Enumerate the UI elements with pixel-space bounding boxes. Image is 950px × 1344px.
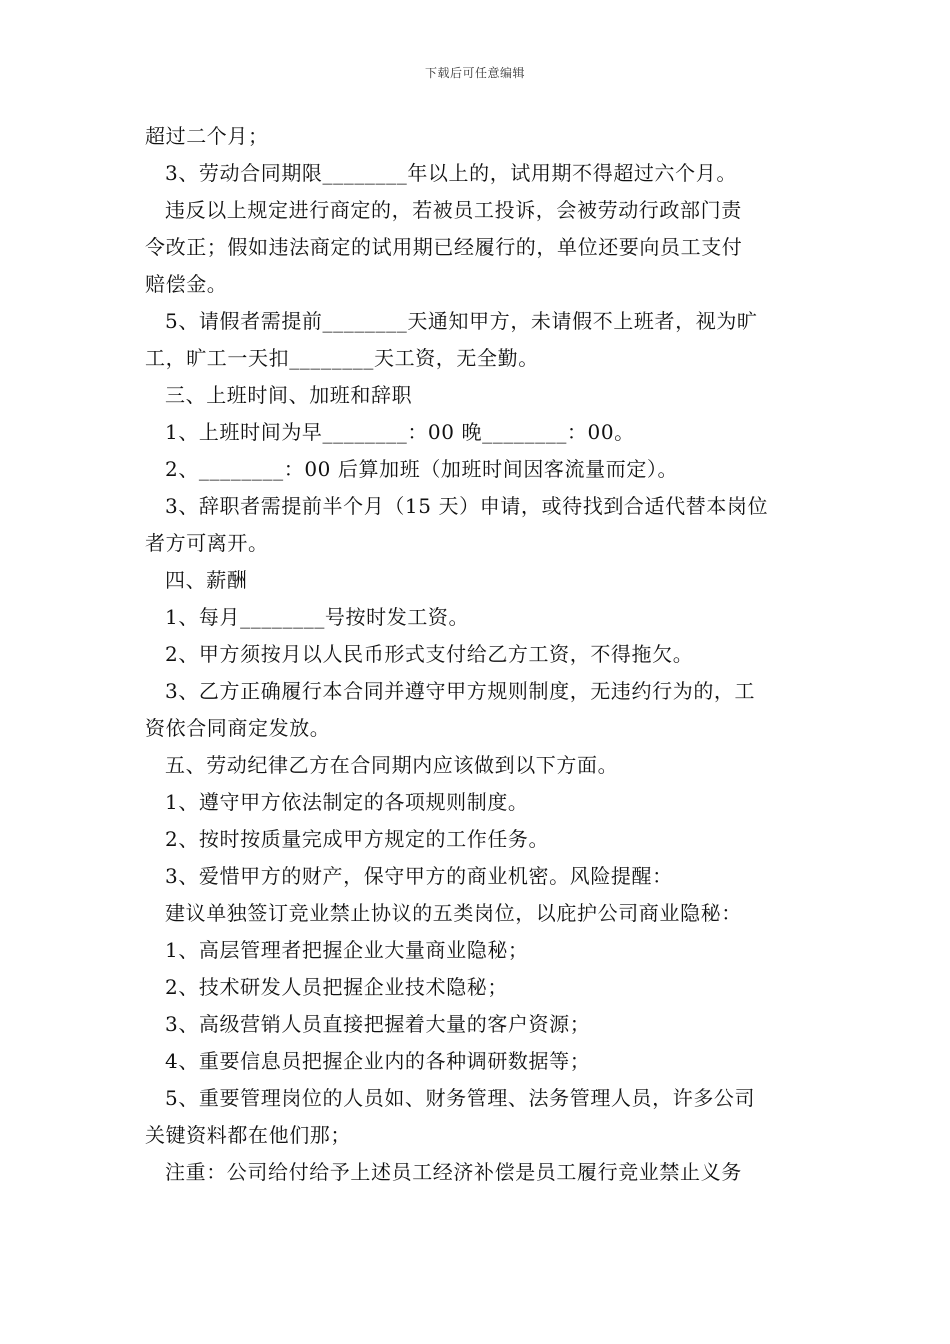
text-line: 3、乙方正确履行本合同并遵守甲方规则制度，无违约行为的，工 — [165, 679, 756, 703]
text-line: 1、每月________号按时发工资。 — [165, 605, 470, 629]
text-line: 四、薪酬 — [165, 568, 248, 592]
text-line: 关键资料都在他们那； — [145, 1123, 351, 1147]
text-line: 2、技术研发人员把握企业技术隐秘； — [165, 975, 508, 999]
text-line: 三、上班时间、加班和辞职 — [165, 383, 413, 407]
text-line: 2、按时按质量完成甲方规定的工作任务。 — [165, 827, 550, 851]
text-line: 5、请假者需提前________天通知甲方，未请假不上班者，视为旷 — [165, 309, 758, 333]
document-body — [145, 118, 810, 1191]
text-line: 3、爱惜甲方的财产，保守甲方的商业机密。风险提醒： — [165, 864, 673, 888]
text-line: 3、辞职者需提前半个月（15 天）申请，或待找到合适代替本岗位 — [165, 494, 769, 518]
text-line: 注重：公司给付给予上述员工经济补偿是员工履行竞业禁止义务 — [165, 1160, 742, 1184]
text-line: 违反以上规定进行商定的，若被员工投诉，会被劳动行政部门责 — [165, 198, 742, 222]
text-line: 1、上班时间为早________：00 晚________：00。 — [165, 420, 635, 444]
text-line: 3、高级营销人员直接把握着大量的客户资源； — [165, 1012, 591, 1036]
text-line: 1、高层管理者把握企业大量商业隐秘； — [165, 938, 529, 962]
text-line: 五、劳动纪律乙方在合同期内应该做到以下方面。 — [165, 753, 619, 777]
text-line: 2、甲方须按月以人民币形式支付给乙方工资，不得拖欠。 — [165, 642, 694, 666]
text-line: 1、遵守甲方依法制定的各项规则制度。 — [165, 790, 529, 814]
text-line: 5、重要管理岗位的人员如、财务管理、法务管理人员，许多公司 — [165, 1086, 756, 1110]
text-line: 3、劳动合同期限________年以上的，试用期不得超过六个月。 — [165, 161, 737, 185]
text-line: 工，旷工一天扣________天工资，无全勤。 — [145, 346, 539, 370]
text-line: 令改正；假如违法商定的试用期已经履行的，单位还要向员工支付 — [145, 235, 743, 259]
text-line: 4、重要信息员把握企业内的各种调研数据等； — [165, 1049, 591, 1073]
page-header: 下载后可任意编辑 — [424, 66, 525, 80]
text-line: 建议单独签订竞业禁止协议的五类岗位，以庇护公司商业隐秘： — [165, 901, 742, 925]
text-line: 2、________：00 后算加班（加班时间因客流量而定）。 — [165, 457, 679, 481]
text-line: 赔偿金。 — [145, 272, 228, 296]
text-line: 资依合同商定发放。 — [145, 716, 331, 740]
text-line: 超过二个月； — [145, 124, 269, 148]
text-line: 者方可离开。 — [145, 531, 269, 555]
